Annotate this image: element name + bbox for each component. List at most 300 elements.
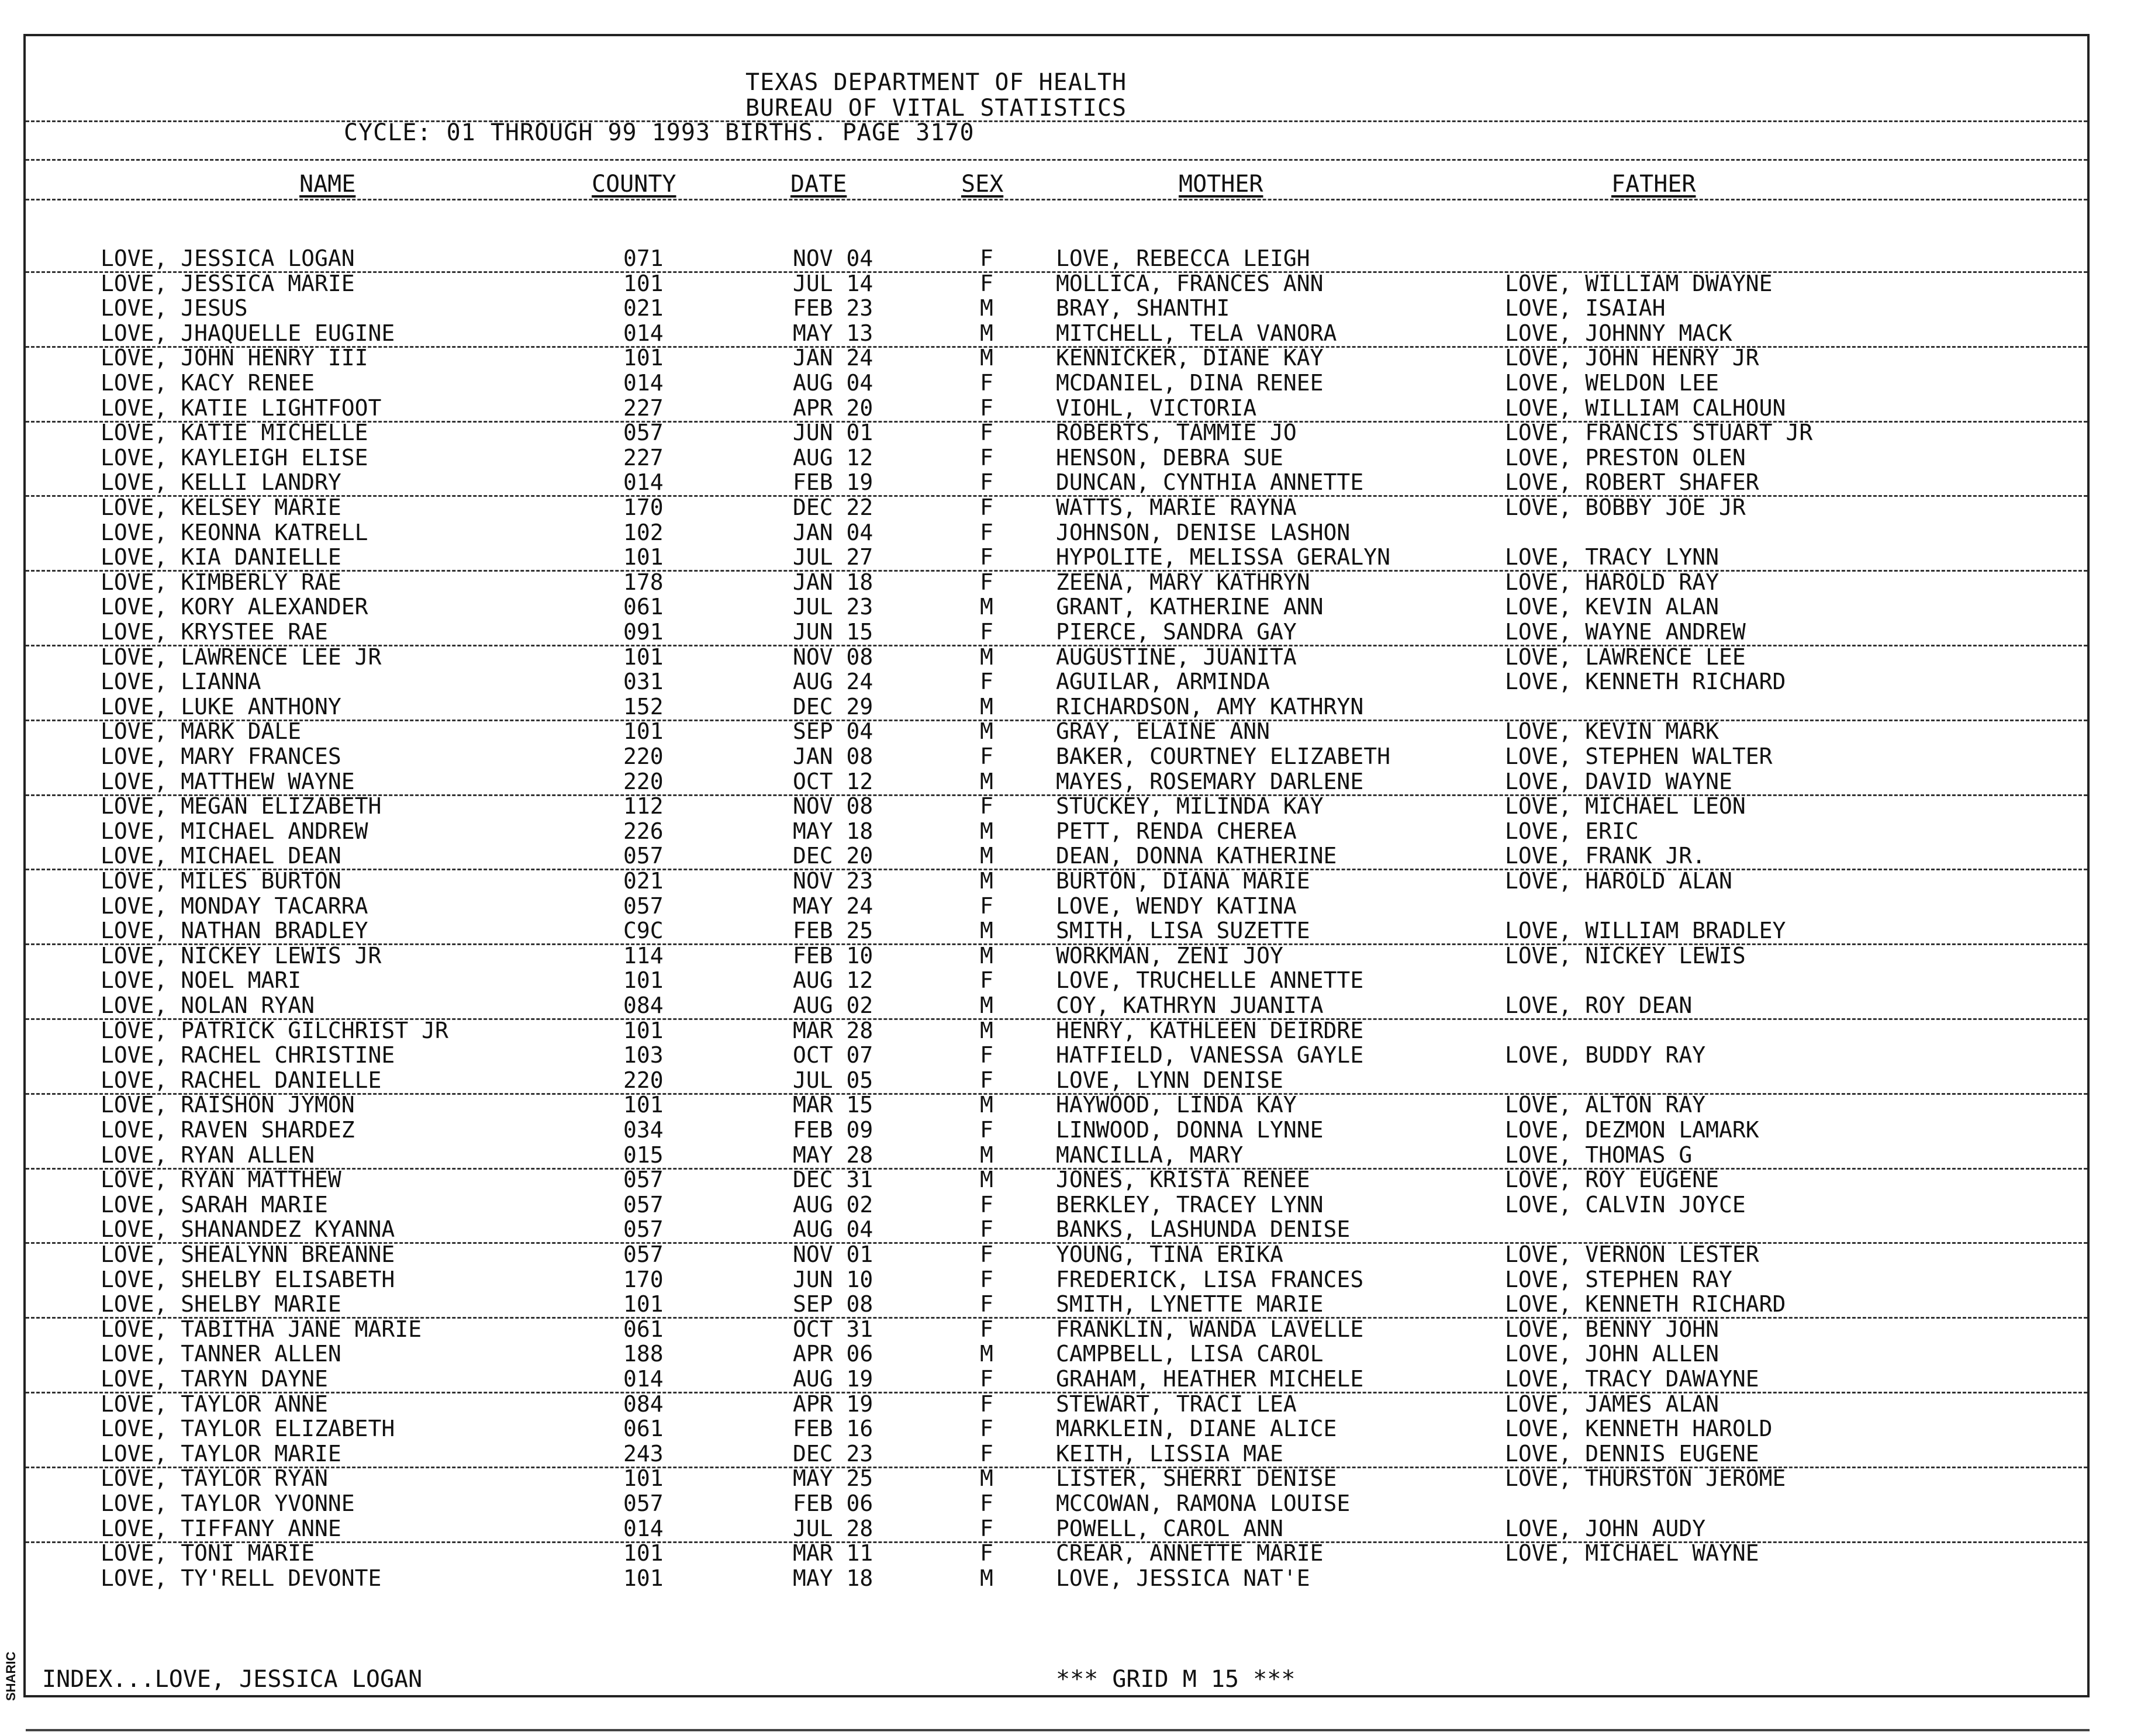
- cell-date: AUG 12: [793, 967, 873, 993]
- cell-mother: YOUNG, TINA ERIKA: [1056, 1242, 1283, 1267]
- table-row: [0, 469, 2134, 494]
- cell-name: LOVE, PATRICK GILCHRIST JR: [101, 1018, 448, 1043]
- table-row: [0, 594, 2134, 618]
- cell-name: LOVE, MARY FRANCES: [101, 743, 341, 769]
- cell-sex: F: [980, 669, 993, 694]
- cell-county: 101: [623, 1092, 664, 1118]
- cell-sex: M: [980, 1018, 993, 1043]
- cell-sex: M: [980, 594, 993, 620]
- table-row: [0, 320, 2134, 345]
- cell-father: LOVE, KEVIN ALAN: [1505, 594, 1719, 620]
- table-row: [0, 1216, 2134, 1241]
- cell-county: 112: [623, 793, 664, 819]
- cell-name: LOVE, TAYLOR RYAN: [101, 1465, 328, 1491]
- cell-date: AUG 12: [793, 445, 873, 471]
- cell-father: LOVE, BENNY JOHN: [1505, 1316, 1719, 1342]
- cell-mother: CAMPBELL, LISA CAROL: [1056, 1341, 1324, 1367]
- cell-name: LOVE, SHEALYNN BREANNE: [101, 1242, 395, 1267]
- cell-sex: F: [980, 1216, 993, 1242]
- cell-county: 227: [623, 395, 664, 421]
- cell-sex: F: [980, 520, 993, 545]
- table-row: [0, 619, 2134, 644]
- cell-father: LOVE, HAROLD ALAN: [1505, 868, 1732, 894]
- cell-name: LOVE, JESSICA MARIE: [101, 271, 355, 296]
- cell-date: FEB 23: [793, 295, 873, 321]
- cell-county: 057: [623, 1491, 664, 1516]
- cell-sex: M: [980, 868, 993, 894]
- cell-county: 101: [623, 544, 664, 570]
- cell-mother: LOVE, TRUCHELLE ANNETTE: [1056, 967, 1364, 993]
- cell-sex: F: [980, 1242, 993, 1267]
- cell-sex: F: [980, 1192, 993, 1218]
- cell-sex: M: [980, 843, 993, 869]
- table-row: [0, 1465, 2134, 1490]
- table-row: [0, 1291, 2134, 1316]
- cell-sex: F: [980, 494, 993, 520]
- table-row: [0, 793, 2134, 818]
- cell-sex: F: [980, 1042, 993, 1068]
- table-row: [0, 1117, 2134, 1142]
- cell-date: NOV 23: [793, 868, 873, 894]
- cell-name: LOVE, TONI MARIE: [101, 1540, 315, 1566]
- cell-name: LOVE, JOHN HENRY III: [101, 345, 368, 371]
- header-line-2: BUREAU OF VITAL STATISTICS: [745, 95, 1127, 122]
- cell-mother: HATFIELD, VANESSA GAYLE: [1056, 1042, 1364, 1068]
- cell-sex: F: [980, 420, 993, 445]
- cell-county: 101: [623, 1540, 664, 1566]
- cell-father: LOVE, NICKEY LEWIS: [1505, 943, 1746, 969]
- cell-county: 101: [623, 1565, 664, 1591]
- cell-mother: PETT, RENDA CHEREA: [1056, 818, 1297, 844]
- table-row: [0, 694, 2134, 718]
- cell-county: 084: [623, 993, 664, 1018]
- cell-date: MAR 28: [793, 1018, 873, 1043]
- cell-father: LOVE, HAROLD RAY: [1505, 569, 1719, 595]
- cell-father: LOVE, WELDON LEE: [1505, 370, 1719, 396]
- table-row: [0, 993, 2134, 1017]
- cell-date: MAY 24: [793, 893, 873, 919]
- cell-county: 057: [623, 1192, 664, 1218]
- cell-date: APR 19: [793, 1391, 873, 1417]
- table-row: [0, 1366, 2134, 1391]
- cell-mother: HENRY, KATHLEEN DEIRDRE: [1056, 1018, 1364, 1043]
- cell-date: NOV 01: [793, 1242, 873, 1267]
- cell-county: 014: [623, 469, 664, 495]
- table-row: [0, 420, 2134, 444]
- cell-name: LOVE, TIFFANY ANNE: [101, 1516, 341, 1541]
- cell-name: LOVE, TAYLOR ELIZABETH: [101, 1416, 395, 1441]
- cell-name: LOVE, RACHEL CHRISTINE: [101, 1042, 395, 1068]
- table-row: [0, 1242, 2134, 1266]
- cell-father: LOVE, JOHN HENRY JR: [1505, 345, 1759, 371]
- cell-county: 220: [623, 1067, 664, 1093]
- cell-mother: LISTER, SHERRI DENISE: [1056, 1465, 1337, 1491]
- cell-father: LOVE, WAYNE ANDREW: [1505, 619, 1746, 645]
- table-row: [0, 494, 2134, 519]
- cell-sex: F: [980, 1416, 993, 1441]
- cell-date: AUG 02: [793, 1192, 873, 1218]
- cell-date: JAN 18: [793, 569, 873, 595]
- cell-name: LOVE, RYAN MATTHEW: [101, 1167, 341, 1192]
- table-row: [0, 1565, 2134, 1590]
- cell-father: LOVE, ISAIAH: [1505, 295, 1666, 321]
- cell-name: LOVE, JESUS: [101, 295, 248, 321]
- cell-father: LOVE, KEVIN MARK: [1505, 718, 1719, 744]
- cell-sex: M: [980, 818, 993, 844]
- cell-sex: M: [980, 295, 993, 321]
- header-rule-1: [26, 120, 2087, 122]
- cell-mother: JOHNSON, DENISE LASHON: [1056, 520, 1351, 545]
- table-row: [0, 1416, 2134, 1440]
- cell-mother: BURTON, DIANA MARIE: [1056, 868, 1310, 894]
- cell-mother: FREDERICK, LISA FRANCES: [1056, 1267, 1364, 1292]
- cell-county: 057: [623, 1167, 664, 1192]
- cell-mother: DUNCAN, CYNTHIA ANNETTE: [1056, 469, 1364, 495]
- table-row: [0, 1067, 2134, 1092]
- cell-sex: M: [980, 345, 993, 371]
- cell-date: FEB 09: [793, 1117, 873, 1143]
- cell-county: 057: [623, 1216, 664, 1242]
- header-rule-3: [26, 199, 2087, 200]
- cell-county: C9C: [623, 918, 664, 943]
- cell-county: 101: [623, 1018, 664, 1043]
- table-row: [0, 718, 2134, 743]
- cell-county: 101: [623, 644, 664, 670]
- cell-mother: KENNICKER, DIANE KAY: [1056, 345, 1324, 371]
- cell-name: LOVE, MONDAY TACARRA: [101, 893, 368, 919]
- cell-county: 071: [623, 245, 664, 271]
- table-row: [0, 1142, 2134, 1167]
- cell-father: LOVE, ROBERT SHAFER: [1505, 469, 1759, 495]
- cell-name: LOVE, RACHEL DANIELLE: [101, 1067, 382, 1093]
- cell-mother: WATTS, MARIE RAYNA: [1056, 494, 1297, 520]
- cell-county: 101: [623, 1291, 664, 1317]
- cell-date: MAR 11: [793, 1540, 873, 1566]
- cell-name: LOVE, TAYLOR MARIE: [101, 1441, 341, 1467]
- cell-date: MAR 15: [793, 1092, 873, 1118]
- cell-name: LOVE, NOLAN RYAN: [101, 993, 315, 1018]
- cell-sex: F: [980, 743, 993, 769]
- table-row: [0, 1516, 2134, 1540]
- cell-county: 057: [623, 420, 664, 445]
- cell-mother: ROBERTS, TAMMIE JO: [1056, 420, 1297, 445]
- bottom-rule: [26, 1729, 2090, 1731]
- cell-date: DEC 31: [793, 1167, 873, 1192]
- cell-name: LOVE, KACY RENEE: [101, 370, 315, 396]
- table-row: [0, 245, 2134, 270]
- cell-father: LOVE, STEPHEN RAY: [1505, 1267, 1732, 1292]
- cell-name: LOVE, KATIE LIGHTFOOT: [101, 395, 382, 421]
- cell-mother: HENSON, DEBRA SUE: [1056, 445, 1283, 471]
- cell-mother: STEWART, TRACI LEA: [1056, 1391, 1297, 1417]
- cell-sex: M: [980, 1565, 993, 1591]
- cell-date: NOV 04: [793, 245, 873, 271]
- cell-father: LOVE, JAMES ALAN: [1505, 1391, 1719, 1417]
- cell-county: 101: [623, 718, 664, 744]
- cell-date: MAY 18: [793, 818, 873, 844]
- cell-name: LOVE, TARYN DAYNE: [101, 1366, 328, 1392]
- cell-name: LOVE, KAYLEIGH ELISE: [101, 445, 368, 471]
- cell-county: 061: [623, 594, 664, 620]
- cell-mother: LOVE, REBECCA LEIGH: [1056, 245, 1310, 271]
- table-row: [0, 769, 2134, 793]
- table-row: [0, 445, 2134, 469]
- table-row: [0, 843, 2134, 867]
- cell-mother: MCCOWAN, RAMONA LOUISE: [1056, 1491, 1351, 1516]
- table-row: [0, 271, 2134, 295]
- cell-father: LOVE, ROY DEAN: [1505, 993, 1693, 1018]
- table-row: [0, 1192, 2134, 1216]
- cell-sex: F: [980, 1516, 993, 1541]
- table-row: [0, 569, 2134, 594]
- table-row: [0, 1441, 2134, 1465]
- cell-sex: F: [980, 1491, 993, 1516]
- index-label: INDEX...LOVE, JESSICA LOGAN: [42, 1666, 423, 1693]
- cell-name: LOVE, MICHAEL ANDREW: [101, 818, 368, 844]
- cell-mother: MITCHELL, TELA VANORA: [1056, 320, 1337, 346]
- table-row: [0, 893, 2134, 918]
- cell-county: 114: [623, 943, 664, 969]
- table-row: [0, 1042, 2134, 1067]
- cell-father: LOVE, KENNETH RICHARD: [1505, 669, 1786, 694]
- cell-name: LOVE, KIMBERLY RAE: [101, 569, 341, 595]
- cell-county: 178: [623, 569, 664, 595]
- cell-date: JUN 15: [793, 619, 873, 645]
- cell-father: LOVE, JOHNNY MACK: [1505, 320, 1732, 346]
- column-header-father: FATHER: [1611, 171, 1696, 198]
- cell-name: LOVE, NOEL MARI: [101, 967, 302, 993]
- cell-sex: M: [980, 943, 993, 969]
- table-row: [0, 1491, 2134, 1515]
- cell-date: MAY 13: [793, 320, 873, 346]
- cell-mother: AUGUSTINE, JUANITA: [1056, 644, 1297, 670]
- cell-name: LOVE, RAVEN SHARDEZ: [101, 1117, 355, 1143]
- cell-father: LOVE, BOBBY JOE JR: [1505, 494, 1746, 520]
- cell-sex: F: [980, 1366, 993, 1392]
- cell-county: 220: [623, 769, 664, 794]
- cell-sex: F: [980, 1267, 993, 1292]
- cell-date: JAN 04: [793, 520, 873, 545]
- cell-mother: GRAHAM, HEATHER MICHELE: [1056, 1366, 1364, 1392]
- cell-date: JUL 05: [793, 1067, 873, 1093]
- column-header-date: DATE: [790, 171, 847, 198]
- cell-county: 015: [623, 1142, 664, 1168]
- cell-county: 152: [623, 694, 664, 720]
- cell-mother: AGUILAR, ARMINDA: [1056, 669, 1270, 694]
- cell-father: LOVE, MICHAEL WAYNE: [1505, 1540, 1759, 1566]
- cell-mother: MARKLEIN, DIANE ALICE: [1056, 1416, 1337, 1441]
- cell-mother: LOVE, JESSICA NAT'E: [1056, 1565, 1310, 1591]
- cell-name: LOVE, KRYSTEE RAE: [101, 619, 328, 645]
- cell-name: LOVE, TAYLOR YVONNE: [101, 1491, 355, 1516]
- cell-county: 034: [623, 1117, 664, 1143]
- cell-date: MAY 18: [793, 1565, 873, 1591]
- cell-father: LOVE, STEPHEN WALTER: [1505, 743, 1773, 769]
- cell-county: 021: [623, 295, 664, 321]
- cell-date: AUG 24: [793, 669, 873, 694]
- cell-father: LOVE, DAVID WAYNE: [1505, 769, 1732, 794]
- cell-date: DEC 20: [793, 843, 873, 869]
- grid-label: *** GRID M 15 ***: [1056, 1666, 1296, 1693]
- cell-date: JUN 01: [793, 420, 873, 445]
- column-header-mother: MOTHER: [1179, 171, 1263, 198]
- cell-sex: F: [980, 793, 993, 819]
- cell-sex: M: [980, 1167, 993, 1192]
- cell-name: LOVE, NICKEY LEWIS JR: [101, 943, 382, 969]
- cell-mother: POWELL, CAROL ANN: [1056, 1516, 1283, 1541]
- cell-name: LOVE, MARK DALE: [101, 718, 302, 744]
- cell-name: LOVE, KEONNA KATRELL: [101, 520, 368, 545]
- cell-father: LOVE, ROY EUGENE: [1505, 1167, 1719, 1192]
- cell-county: 014: [623, 370, 664, 396]
- cell-county: 101: [623, 1465, 664, 1491]
- cell-name: LOVE, SHELBY ELISABETH: [101, 1267, 395, 1292]
- cell-name: LOVE, SHANANDEZ KYANNA: [101, 1216, 395, 1242]
- cell-date: DEC 29: [793, 694, 873, 720]
- cell-father: LOVE, KENNETH RICHARD: [1505, 1291, 1786, 1317]
- cell-mother: COY, KATHRYN JUANITA: [1056, 993, 1324, 1018]
- cell-date: FEB 16: [793, 1416, 873, 1441]
- header-line-1: TEXAS DEPARTMENT OF HEALTH: [745, 69, 1127, 96]
- table-row: [0, 918, 2134, 942]
- cell-county: 057: [623, 893, 664, 919]
- cell-name: LOVE, RAISHON JYMON: [101, 1092, 355, 1118]
- table-row: [0, 1316, 2134, 1341]
- cell-mother: MOLLICA, FRANCES ANN: [1056, 271, 1324, 296]
- table-row: [0, 818, 2134, 843]
- cell-date: MAY 25: [793, 1465, 873, 1491]
- cell-sex: M: [980, 918, 993, 943]
- cell-mother: WORKMAN, ZENI JOY: [1056, 943, 1283, 969]
- cell-sex: M: [980, 1092, 993, 1118]
- cell-county: 227: [623, 445, 664, 471]
- cell-county: 101: [623, 345, 664, 371]
- cell-county: 021: [623, 868, 664, 894]
- cell-date: OCT 31: [793, 1316, 873, 1342]
- cell-name: LOVE, NATHAN BRADLEY: [101, 918, 368, 943]
- cell-name: LOVE, RYAN ALLEN: [101, 1142, 315, 1168]
- cell-date: APR 20: [793, 395, 873, 421]
- table-row: [0, 520, 2134, 544]
- cell-name: LOVE, KELSEY MARIE: [101, 494, 341, 520]
- cell-date: JUL 23: [793, 594, 873, 620]
- cell-date: JAN 08: [793, 743, 873, 769]
- cell-mother: HAYWOOD, LINDA KAY: [1056, 1092, 1297, 1118]
- cell-date: OCT 07: [793, 1042, 873, 1068]
- cell-date: JUL 14: [793, 271, 873, 296]
- cell-county: 102: [623, 520, 664, 545]
- cell-county: 226: [623, 818, 664, 844]
- column-header-name: NAME: [299, 171, 356, 198]
- cell-date: JUN 10: [793, 1267, 873, 1292]
- cell-county: 057: [623, 1242, 664, 1267]
- table-row: [0, 669, 2134, 693]
- cell-sex: F: [980, 1117, 993, 1143]
- cell-name: LOVE, MILES BURTON: [101, 868, 341, 894]
- cell-father: LOVE, ALTON RAY: [1505, 1092, 1706, 1118]
- cell-date: MAY 28: [793, 1142, 873, 1168]
- cell-sex: F: [980, 245, 993, 271]
- cell-father: LOVE, BUDDY RAY: [1505, 1042, 1706, 1068]
- table-row: [0, 1540, 2134, 1565]
- cell-sex: F: [980, 619, 993, 645]
- cell-county: 188: [623, 1341, 664, 1367]
- cell-sex: F: [980, 370, 993, 396]
- cell-sex: F: [980, 893, 993, 919]
- cell-name: LOVE, TAYLOR ANNE: [101, 1391, 328, 1417]
- cell-name: LOVE, LIANNA: [101, 669, 261, 694]
- cell-mother: MAYES, ROSEMARY DARLENE: [1056, 769, 1364, 794]
- cell-sex: F: [980, 569, 993, 595]
- cell-father: LOVE, TRACY LYNN: [1505, 544, 1719, 570]
- cell-mother: SMITH, LYNETTE MARIE: [1056, 1291, 1324, 1317]
- cell-father: LOVE, JOHN AUDY: [1505, 1516, 1706, 1541]
- table-row: [0, 1267, 2134, 1291]
- table-row: [0, 1018, 2134, 1042]
- cell-sex: F: [980, 1316, 993, 1342]
- column-header-sex: SEX: [961, 171, 1004, 198]
- cell-father: LOVE, DENNIS EUGENE: [1505, 1441, 1759, 1467]
- cell-mother: BRAY, SHANTHI: [1056, 295, 1230, 321]
- cell-county: 091: [623, 619, 664, 645]
- cell-mother: RICHARDSON, AMY KATHRYN: [1056, 694, 1364, 720]
- cell-father: LOVE, KENNETH HAROLD: [1505, 1416, 1773, 1441]
- cell-sex: M: [980, 320, 993, 346]
- cell-mother: LOVE, LYNN DENISE: [1056, 1067, 1283, 1093]
- cell-date: JAN 24: [793, 345, 873, 371]
- cell-mother: SMITH, LISA SUZETTE: [1056, 918, 1310, 943]
- cell-father: LOVE, PRESTON OLEN: [1505, 445, 1746, 471]
- cell-mother: CREAR, ANNETTE MARIE: [1056, 1540, 1324, 1566]
- cell-father: LOVE, THOMAS G: [1505, 1142, 1693, 1168]
- table-row: [0, 644, 2134, 669]
- cell-mother: BAKER, COURTNEY ELIZABETH: [1056, 743, 1390, 769]
- cell-date: FEB 19: [793, 469, 873, 495]
- cell-mother: BERKLEY, TRACEY LYNN: [1056, 1192, 1324, 1218]
- cell-father: LOVE, CALVIN JOYCE: [1505, 1192, 1746, 1218]
- cell-county: 084: [623, 1391, 664, 1417]
- column-header-county: COUNTY: [592, 171, 676, 198]
- cell-name: LOVE, SARAH MARIE: [101, 1192, 328, 1218]
- table-row: [0, 743, 2134, 768]
- cell-name: LOVE, TANNER ALLEN: [101, 1341, 341, 1367]
- cell-date: AUG 02: [793, 993, 873, 1018]
- cell-name: LOVE, JHAQUELLE EUGINE: [101, 320, 395, 346]
- cell-mother: VIOHL, VICTORIA: [1056, 395, 1257, 421]
- cell-father: LOVE, MICHAEL LEON: [1505, 793, 1746, 819]
- cell-date: JUL 28: [793, 1516, 873, 1541]
- cell-sex: F: [980, 469, 993, 495]
- cell-mother: JONES, KRISTA RENEE: [1056, 1167, 1310, 1192]
- side-label: SHARIC: [4, 1651, 18, 1701]
- cell-sex: M: [980, 718, 993, 744]
- cell-mother: MCDANIEL, DINA RENEE: [1056, 370, 1324, 396]
- cell-date: SEP 04: [793, 718, 873, 744]
- cell-county: 101: [623, 271, 664, 296]
- cell-mother: HYPOLITE, MELISSA GERALYN: [1056, 544, 1390, 570]
- cell-date: AUG 19: [793, 1366, 873, 1392]
- cell-date: DEC 22: [793, 494, 873, 520]
- cell-mother: ZEENA, MARY KATHRYN: [1056, 569, 1310, 595]
- cell-date: JUL 27: [793, 544, 873, 570]
- cell-name: LOVE, SHELBY MARIE: [101, 1291, 341, 1317]
- cell-sex: F: [980, 544, 993, 570]
- table-row: [0, 295, 2134, 320]
- cell-mother: KEITH, LISSIA MAE: [1056, 1441, 1283, 1467]
- cell-county: 014: [623, 1366, 664, 1392]
- cell-sex: M: [980, 1142, 993, 1168]
- cell-mother: PIERCE, SANDRA GAY: [1056, 619, 1297, 645]
